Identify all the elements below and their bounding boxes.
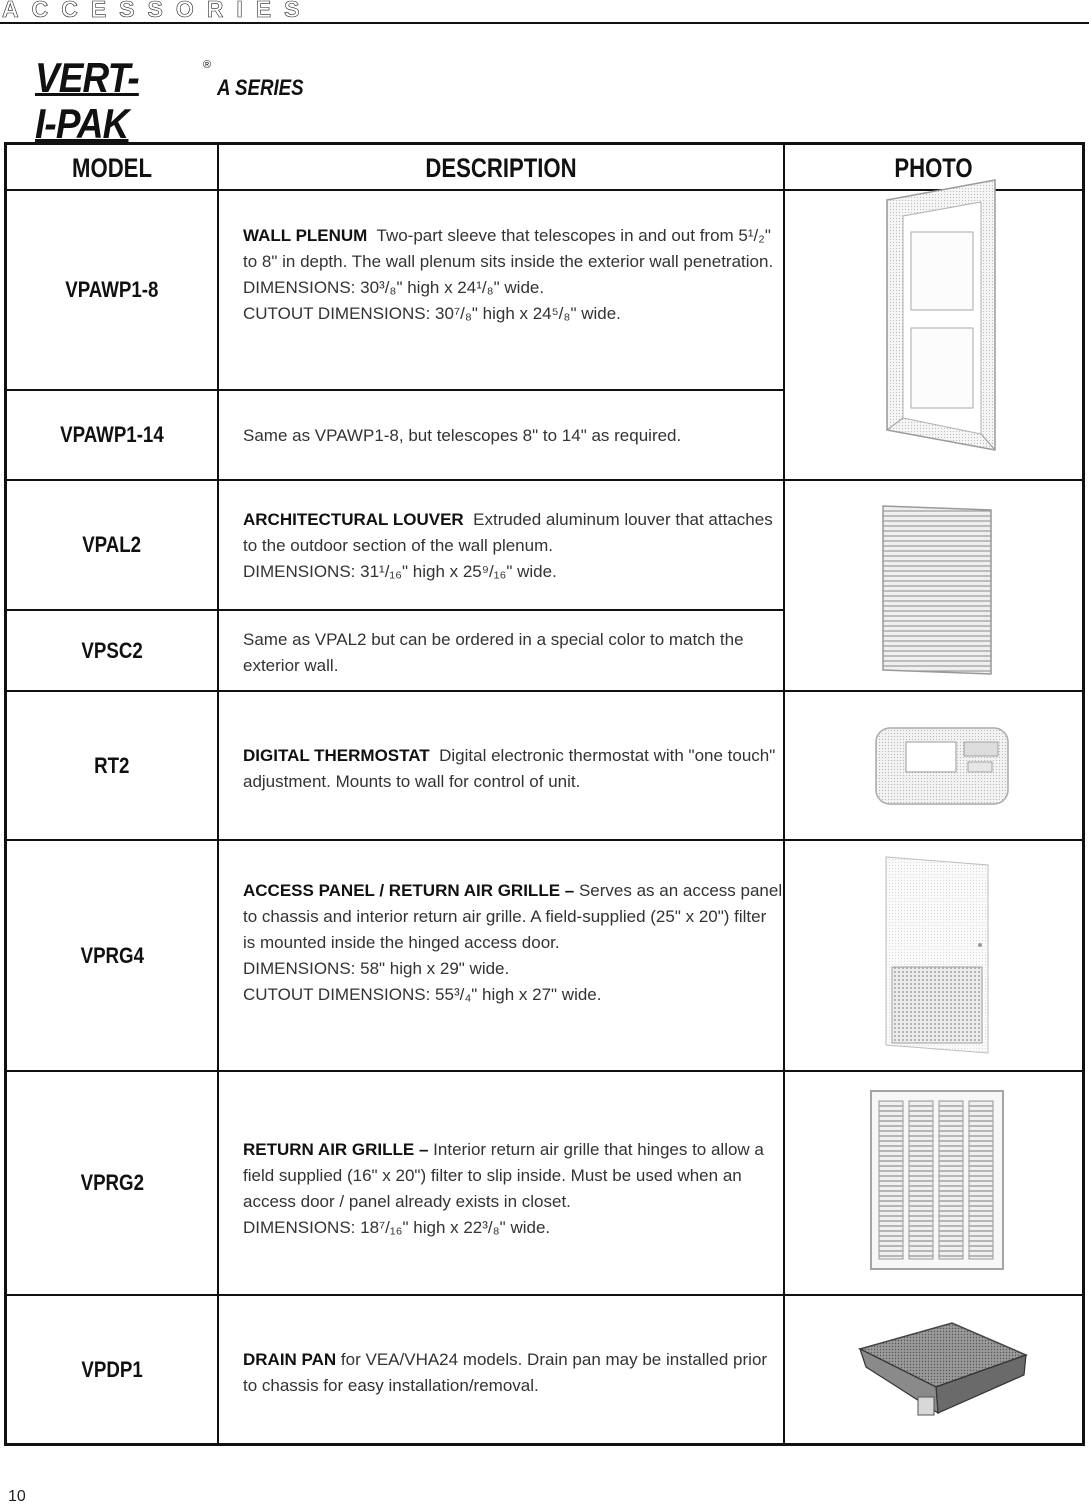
thermostat-photo <box>862 715 1022 815</box>
description-cell <box>243 1347 783 1399</box>
registered-mark: ® <box>203 59 212 71</box>
header-description: DESCRIPTION <box>425 152 577 183</box>
top-rule <box>0 22 1089 24</box>
description-cell <box>243 743 783 795</box>
model-cell: VPAWP1-8 <box>65 277 159 302</box>
description-heading: DRAIN PAN <box>243 1350 337 1369</box>
description-cell <box>243 627 783 679</box>
accessories-table <box>4 142 1085 1446</box>
model-cell: VPRG2 <box>80 1170 144 1195</box>
brand-logo-text: VERT-I-PAK <box>35 54 139 147</box>
dimensions-text: DIMENSIONS: 58" high x 29" wide. <box>243 959 510 978</box>
cutout-dimensions-text: CUTOUT DIMENSIONS: 55³/₄" high x 27" wide. <box>243 985 602 1004</box>
description-cell <box>243 423 783 449</box>
description-cell <box>243 878 783 1008</box>
description-cell <box>243 1137 783 1241</box>
description-heading: WALL PLENUM <box>243 226 368 245</box>
header-photo: PHOTO <box>894 152 973 183</box>
cutout-dimensions-text: CUTOUT DIMENSIONS: 30⁷/₈" high x 24⁵/₈" wide. <box>243 304 621 323</box>
access-panel-photo <box>872 850 1002 1060</box>
description-text: Extruded aluminum louver that attaches to the outdoor section of the wall plenum. <box>243 510 773 555</box>
dimensions-text: DIMENSIONS: 30³/₈" high x 24¹/₈" wide. <box>243 278 545 297</box>
description-heading: ACCESS PANEL / RETURN AIR GRILLE – <box>243 881 575 900</box>
wall-plenum-photo <box>867 167 1017 467</box>
description-text: Serves as an access panel to chassis and interior return air grille. A field-supplied (25" x 20") filter is mounted inside the hinged access door. <box>243 881 783 952</box>
dimensions-text: DIMENSIONS: 18⁷/₁₆" high x 22³/₈" wide. <box>243 1218 551 1237</box>
column-divider <box>217 145 219 1443</box>
dimensions-text: DIMENSIONS: 31¹/₁₆" high x 25⁹/₁₆" wide. <box>243 562 557 581</box>
drain-pan-photo <box>842 1310 1042 1430</box>
model-cell: VPAWP1-14 <box>60 422 164 447</box>
return-grille-photo <box>857 1080 1017 1280</box>
header-model: MODEL <box>72 152 152 183</box>
model-cell: VPRG4 <box>80 942 144 968</box>
column-divider <box>783 145 785 1443</box>
series-title: A SERIES <box>217 75 304 100</box>
model-cell: VPAL2 <box>82 532 142 557</box>
model-cell: VPDP1 <box>81 1356 143 1382</box>
description-text: Digital electronic thermostat with "one touch" adjustment. Mounts to wall for control of unit. <box>243 746 776 791</box>
model-cell: RT2 <box>94 752 130 778</box>
description-text: Same as VPAL2 but can be ordered in a special color to match the exterior wall. <box>243 630 744 675</box>
model-cell: VPSC2 <box>81 637 143 663</box>
description-heading: ARCHITECTURAL LOUVER <box>243 510 464 529</box>
description-text: Two-part sleeve that telescopes in and out from 5¹/₂" to 8" in depth. The wall plenum sits inside the exterior wall penetration. <box>243 226 774 271</box>
description-text: Same as VPAWP1-8, but telescopes 8" to 14" as required. <box>243 426 682 445</box>
page-number: 10 <box>8 1488 26 1505</box>
louver-photo <box>867 497 1007 683</box>
description-text: for VEA/VHA24 models. Drain pan may be installed prior to chassis for easy installation/removal. <box>243 1350 768 1395</box>
description-cell <box>243 223 783 327</box>
description-heading: RETURN AIR GRILLE – <box>243 1140 429 1159</box>
section-title: ACCESSORIES <box>2 0 313 22</box>
description-cell <box>243 507 783 585</box>
description-heading: DIGITAL THERMOSTAT <box>243 746 430 765</box>
description-text: Interior return air grille that hinges to allow a field supplied (16" x 20") filter to slip inside. Must be used when an access door / panel already exists in closet. <box>243 1140 764 1211</box>
